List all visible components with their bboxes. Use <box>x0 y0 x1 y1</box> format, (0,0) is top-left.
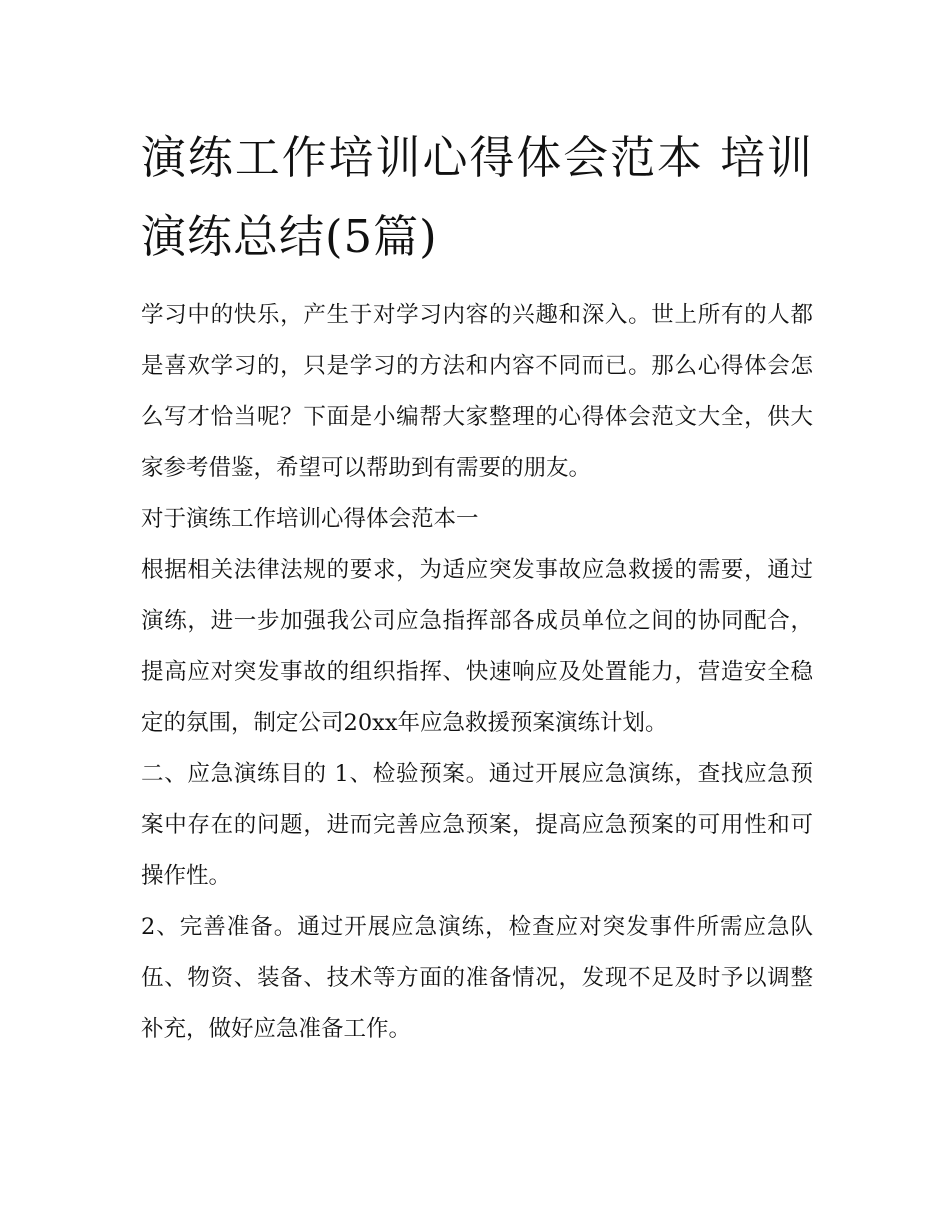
body-paragraph: 根据相关法律法规的要求，为适应突发事故应急救援的需要，通过演练，进一步加强我公司应急指挥部各成员单位之间的协同配合，提高应对突发事故的组织指挥、快速响应及处置能力，营造安全稳定的氛围，制定公司20xx年应急救援预案演练计划。 <box>141 557 813 736</box>
document-page <box>141 118 813 1055</box>
section-heading: 对于演练工作培训心得体会范本一 <box>141 506 479 532</box>
document-title: 演练工作培训心得体会范本 培训演练总结(5篇) <box>141 131 813 263</box>
body-paragraph: 二、应急演练目的 1、检验预案。通过开展应急演练，查找应急预案中存在的问题，进而完善应急预案，提高应急预案的可用性和可操作性。 <box>141 761 813 889</box>
intro-paragraph: 学习中的快乐，产生于对学习内容的兴趣和深入。世上所有的人都是喜欢学习的，只是学习的方法和内容不同而已。那么心得体会怎么写才恰当呢？下面是小编帮大家整理的心得体会范文大全，供大家参考借鉴，希望可以帮助到有需要的朋友。 <box>141 302 813 481</box>
body-paragraph: 2、完善准备。通过开展应急演练，检查应对突发事件所需应急队伍、物资、装备、技术等方面的准备情况，发现不足及时予以调整补充，做好应急准备工作。 <box>141 914 813 1042</box>
